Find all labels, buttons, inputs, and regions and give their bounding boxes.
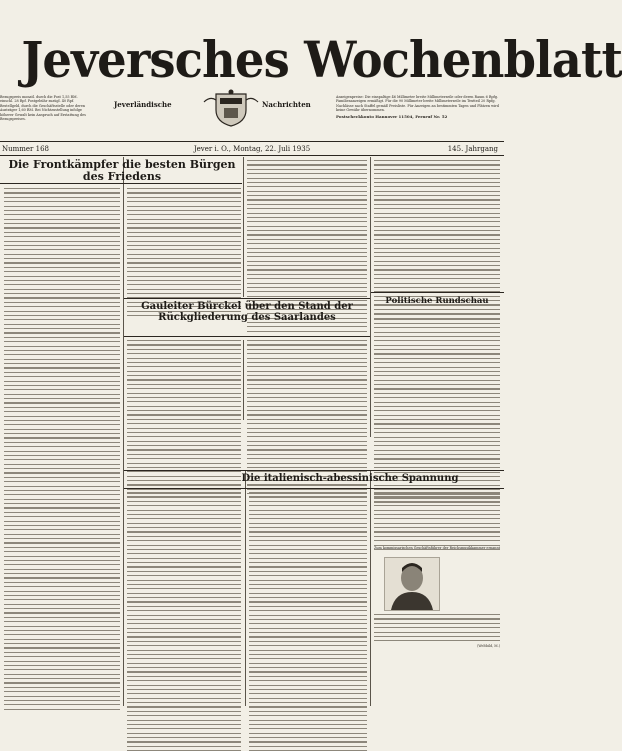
column-divider <box>245 470 246 706</box>
column-divider <box>123 157 124 706</box>
article-column <box>127 188 241 296</box>
publisher-contact: Postscheckkonto Hannover 11504, Fernruf Nr. 52 <box>336 113 448 119</box>
article-column <box>374 160 500 288</box>
volume-year: 145. Jahrgang <box>447 145 498 153</box>
headline-rule <box>124 470 504 471</box>
dateline <box>0 143 504 155</box>
column-divider <box>243 340 244 420</box>
issue-number: Nummer 168 <box>2 145 49 153</box>
article-column <box>249 492 367 704</box>
masthead-title: Jeversches Wochenblatt <box>21 30 622 89</box>
photo-credit: (Weltbild, M.) <box>477 644 500 648</box>
sidebar-column <box>374 314 500 468</box>
caption-text <box>374 614 500 644</box>
header-rule-top <box>0 141 504 142</box>
article-column <box>374 492 500 540</box>
portrait-photo <box>384 557 440 611</box>
sidebar-title: Politische Rundschau <box>385 296 489 306</box>
portrait-silhouette-icon <box>385 558 439 610</box>
headline-buerckel: Gauleiter Bürckel über den Stand der Rückgliederung des Saarlandes <box>141 301 353 323</box>
article-column <box>247 160 367 296</box>
article-column <box>4 188 120 704</box>
advertising-notice <box>336 95 502 139</box>
header-rule-bottom <box>0 155 504 156</box>
article-column <box>127 340 241 466</box>
coat-of-arms-icon <box>202 88 260 128</box>
headline-rule <box>124 488 504 489</box>
issue-date: Jever i. O., Montag, 22. Juli 1935 <box>193 145 311 153</box>
article-column <box>127 492 241 704</box>
column-divider <box>370 470 371 706</box>
masthead-subtitle-right: Nachrichten <box>262 100 311 109</box>
subscription-notice: Bezugspreis monatl. durch die Post 1,55 RM. einschl. 28 Rpf. Postgebühr zuzügl. 40 Rpf. Bestellgeld, durch die Geschäftsstelle oder deren Austräger 1,60 RM. Bei Nichtzustellung infolge höherer Gewalt kein Anspruch auf Erstattung des Bezugspreises. <box>0 95 86 122</box>
advertising-rates: Anzeigenpreise: Die einspaltige 46 Millimeter breite Millimeterzeile oder deren Raum 6 Rpfg. Familienanzeigen ermäßigt. Für die 90 Millimeter breite Millimeterzeile im Textteil 20 Rpfg. Nachlässe nach Staffel gemäß Preisliste. Für Anzeigen an bestimmten Tagen und Plätzen wird keine Gewähr übernommen. <box>336 95 499 113</box>
headline-rule <box>0 183 242 184</box>
column-divider <box>243 157 244 297</box>
sidebar-rule <box>371 292 504 293</box>
headline-frontkaempfer: Die Frontkämpfer die besten Bürgen des Friedens <box>8 158 236 184</box>
masthead-subtitle-left: Jeverländische <box>114 100 172 109</box>
article-column <box>247 340 367 466</box>
headline-rule <box>124 336 370 337</box>
column-divider <box>370 157 371 437</box>
headline-rule <box>124 298 370 299</box>
photo-caption-block <box>374 614 500 654</box>
headline-abessinien: Die italienisch-abessinische Spannung <box>241 473 459 484</box>
photo-headline: Zum kommissarischen Geschäftsführer der Reichsmusikkammer ernannt <box>374 546 500 550</box>
